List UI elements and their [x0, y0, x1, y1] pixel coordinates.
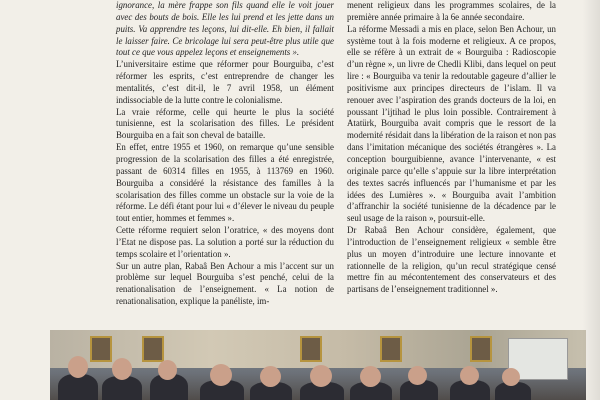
attendee-head: [310, 365, 332, 387]
page-edge-shadow: [582, 0, 600, 400]
attendee-head: [408, 366, 427, 385]
paragraph-quote-continuation: ignorance, la mère frappe son fils quand elle le voit jouer avec des bouts de bois. Elle les lui prend et les jette dans un puits. Va apprendre tes leçons, lui dit-elle. Eh bien, il fallait le laisser faire. Ce bricolage lui sera peut-être plus utile que tout ce que vous appelez leçons et enseignements ».: [116, 0, 334, 58]
wall-painting: [300, 336, 322, 362]
attendee-head: [360, 366, 381, 387]
conference-photo: [50, 330, 586, 400]
paragraph-religious-programs: menent religieux dans les programmes scolaires, de la première année primaire à la 6e année secondaire.: [347, 0, 556, 22]
attendee-head: [158, 360, 177, 380]
left-text-column: [116, 0, 334, 308]
wall-painting: [470, 336, 492, 362]
attendee-head: [260, 366, 281, 387]
paragraph-religious-teaching: Dr Rabaâ Ben Achour considère, également, que l’introduction de l’enseignement religieux « semble être plus un moyen d’introduire une lecture innovante et rationnelle de la religion, qu’un recul stratégique censé mettre fin au mécontentement des conservateurs et des partisans de l’enseignement traditionnel ».: [347, 225, 556, 295]
paragraph-statistics: En effet, entre 1955 et 1960, on remarque qu’une sensible progression de la scolarisation des filles a été enregistrée, passant de 60314 filles en 1955, à 113769 en 1960. Bourguiba a considéré la résistance des familles à la scolarisation des filles comme un obstacle sur la voie de la réforme. Le défi étant pour lui « d’élever le niveau du peuple tout entier, hommes et femmes ».: [116, 142, 334, 224]
paragraph-state-means: Cette réforme requiert selon l’oratrice, « des moyens dont l’Etat ne dispose pas. La solution a porté sur la réduction du temps scolaire et l’orientation ».: [116, 225, 334, 259]
wall-painting: [380, 336, 402, 362]
right-text-column: [347, 0, 556, 296]
attendee-head: [68, 356, 88, 378]
paragraph-renationalisation: Sur un autre plan, Rabaâ Ben Achour a mis l’accent sur un problème sur lequel Bourguiba s’est penché, celui de la renationalisation de l’enseignement. « La notion de renationalisation, explique la panéliste, im-: [116, 260, 334, 307]
attendee-head: [112, 358, 132, 380]
wall-painting: [142, 336, 164, 362]
paragraph-girls-schooling: La vraie réforme, celle qui heurte le plus la société tunisienne, est la scolarisation des filles. Le président Bourguiba en a fait son cheval de bataille.: [116, 106, 334, 141]
attendee-head: [502, 368, 520, 386]
wall-painting: [90, 336, 112, 362]
paragraph-reform-minds: L’universitaire estime que réformer pour Bourguiba, c’est réformer les esprits, c’est entreprendre de changer les mentalités, c’est dit-il, le 7 avril 1958, un élément indissociable de la lutte contre le colonialisme.: [116, 59, 334, 105]
attendee-head: [460, 366, 479, 385]
paragraph-messadi-reform: La réforme Messadi a mis en place, selon Ben Achour, un système tout à la fois moderne et religieux. A ce propos, elle se réfère à un extrait de « Bourguiba : Radioscopie d’un règne », un livre de Chedli Klibi, dans lequel on peut lire : « Bourguiba va tenir la redoutable gageure d’allier le positivisme aux principes directeurs de l’islam. Il va renouer avec l’aspiration des grands docteurs de la loi, en poussant l’ijtihad le plus loin possible. Contrairement à Atatürk, Bourguiba avait compris que le ressort de la modernité résidait dans la libération de la raison et non pas dans l’imitation mécanique des sociétés étrangères ». La conception bourguibienne, avance l’intervenante, « est originale parce qu’elle s’appuie sur la libre interprétation des textes sacrés influencés par l’humanisme et par les idées des Lumières ». « Bourguiba avait l’ambition d’affranchir la société tunisienne de la décadence par le seul usage de la raison », poursuit-elle.: [347, 23, 556, 224]
attendee-head: [210, 364, 232, 386]
